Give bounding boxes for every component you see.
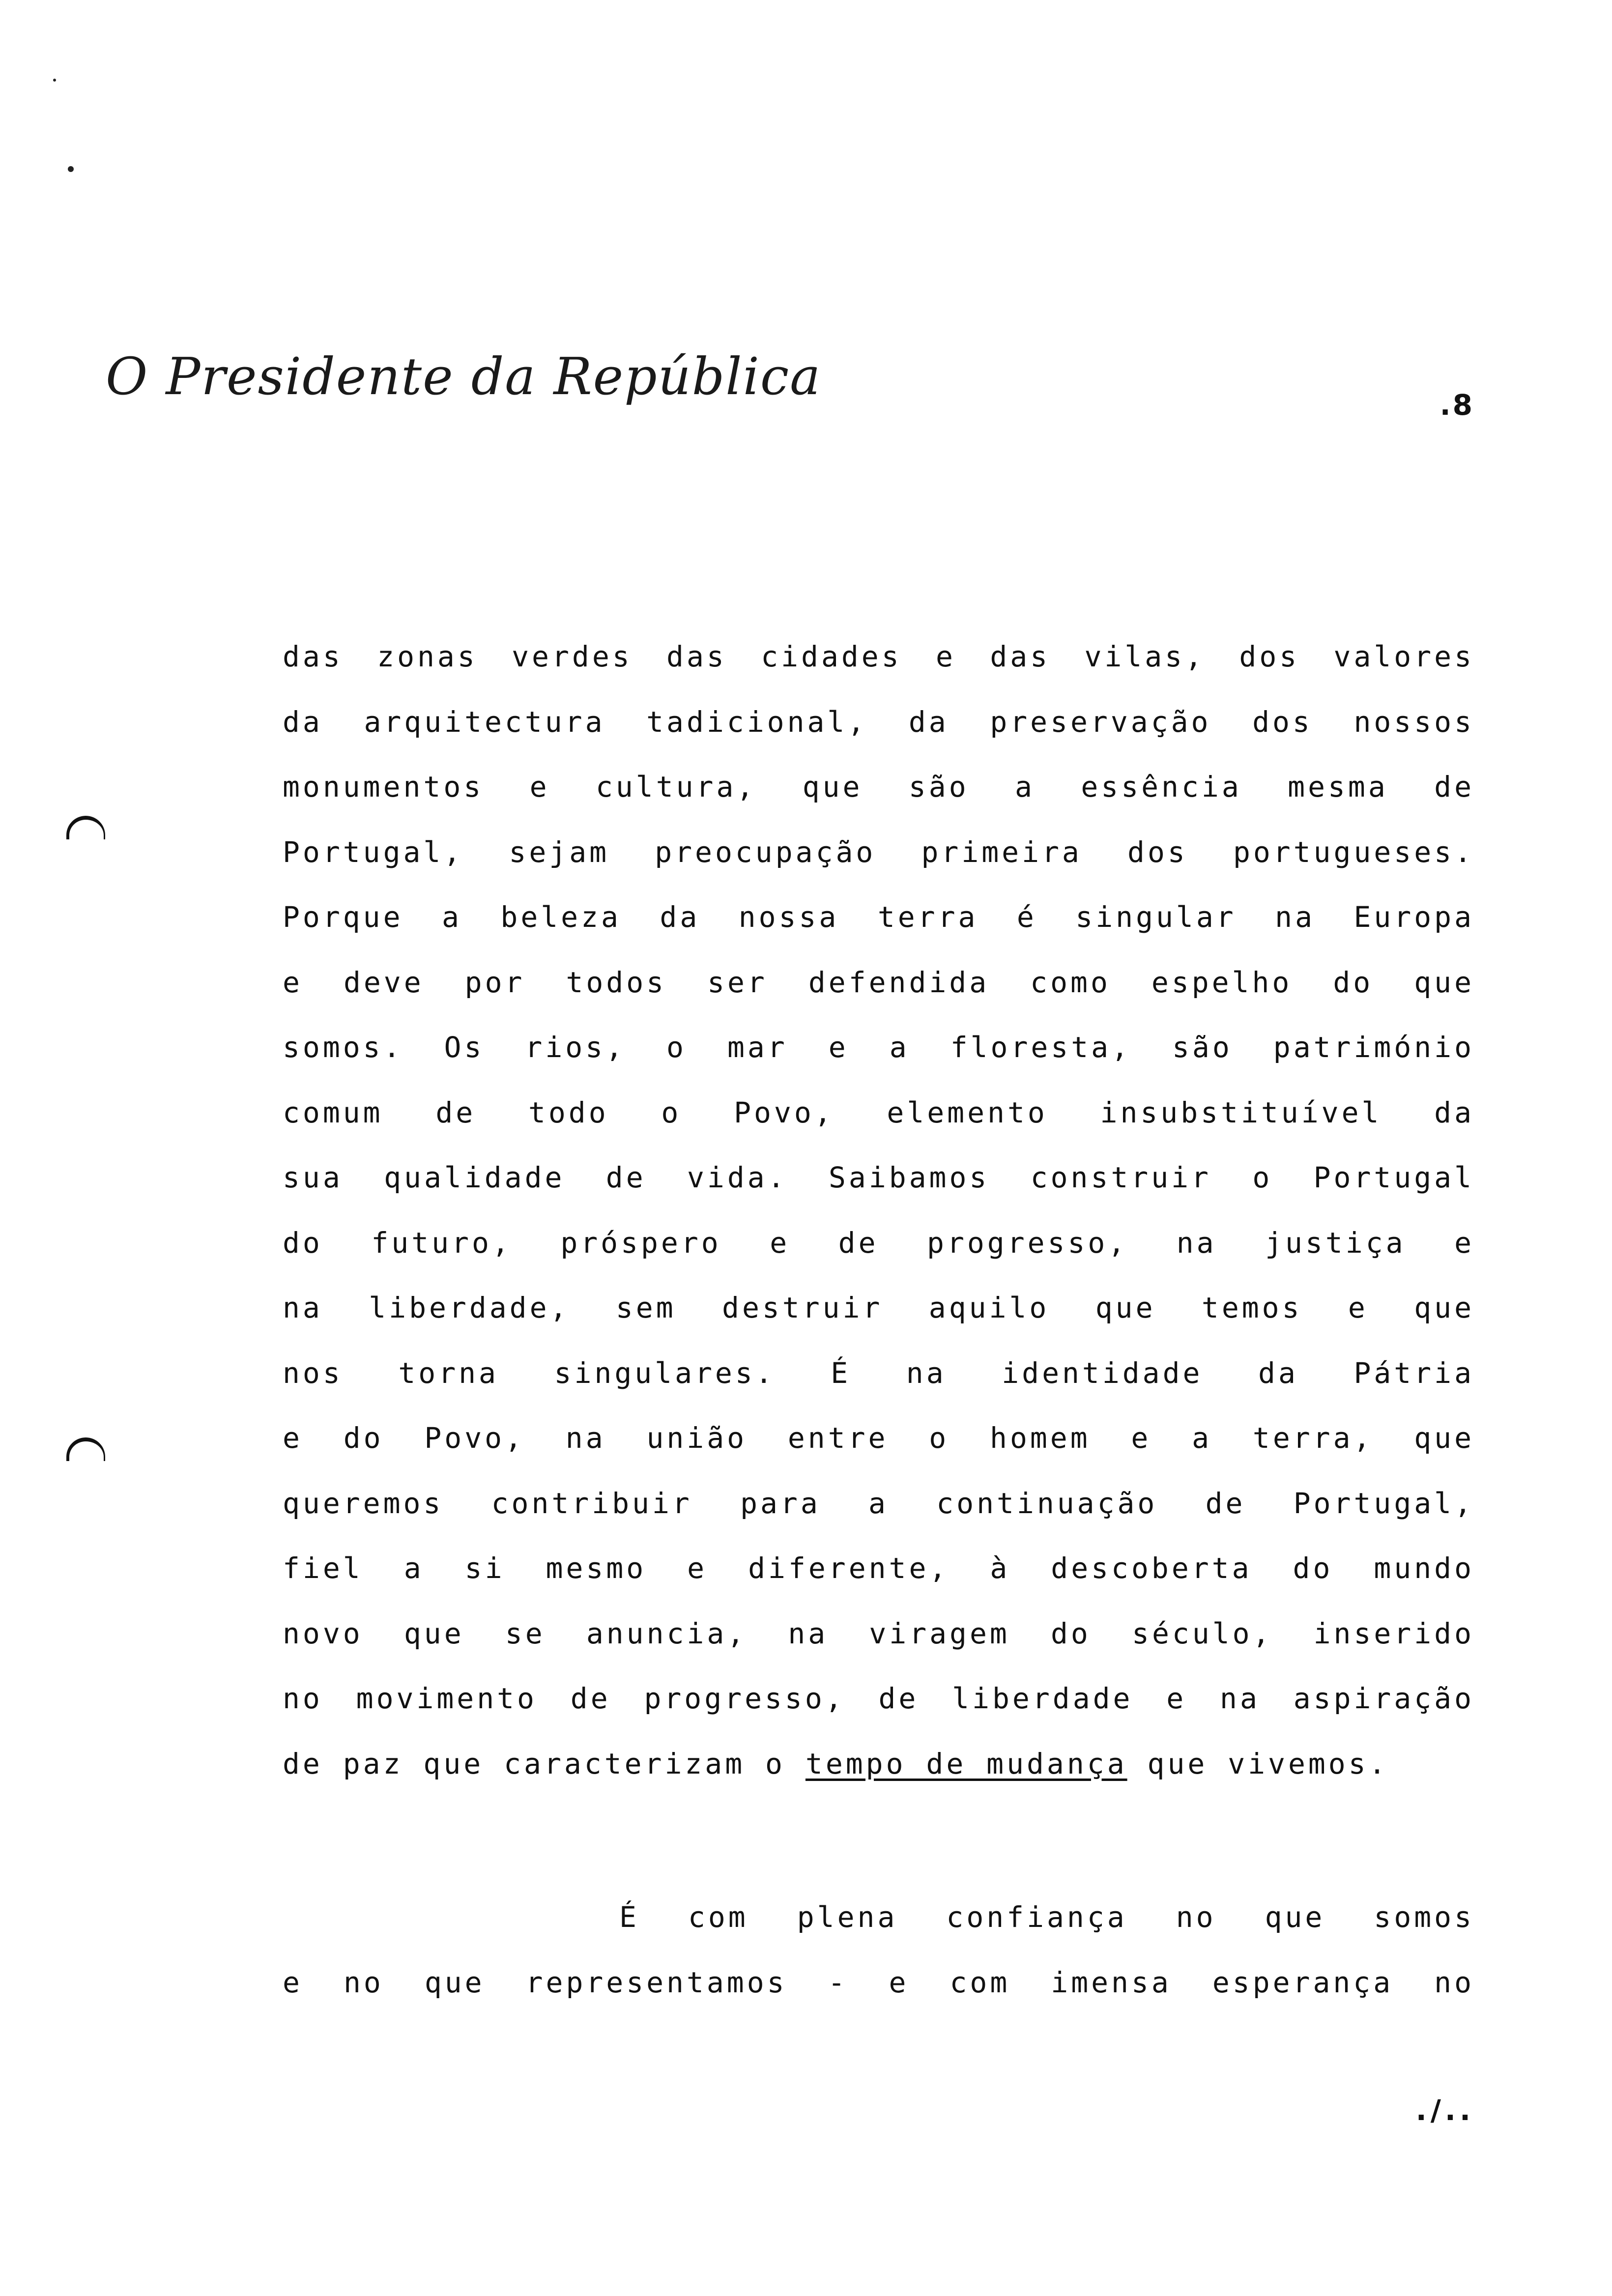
- page-number: .8: [1439, 388, 1474, 422]
- text-line: e deve por todos ser defendida como espelho do que: [283, 965, 1474, 999]
- text-line: fiel a si mesmo e diferente, à descoberta do mundo: [283, 1551, 1474, 1585]
- text-line: novo que se anuncia, na viragem do século, inserido: [283, 1616, 1474, 1650]
- text-line: da arquitectura tadicional, da preservação dos nossos: [283, 705, 1474, 739]
- text-line: e no que representamos - e com imensa esperança no: [283, 1965, 1474, 1999]
- letterhead: O Presidente da República: [106, 346, 822, 406]
- text-line: Portugal, sejam preocupação primeira dos portugueses.: [283, 835, 1474, 869]
- punch-hole-mark: [66, 816, 105, 839]
- text-line: nos torna singulares. É na identidade da Pátria: [283, 1356, 1474, 1390]
- text-line: monumentos e cultura, que são a essência mesma de: [283, 770, 1474, 804]
- text-line: e do Povo, na união entre o homem e a terra, que: [283, 1421, 1474, 1455]
- scan-speck: [53, 79, 56, 82]
- continuation-mark: ./..: [1415, 2094, 1474, 2127]
- paragraph-2: [283, 1885, 1474, 2015]
- text-line: no movimento de progresso, de liberdade e na aspiração: [283, 1682, 1474, 1715]
- underlined-phrase: tempo de mudança: [805, 1747, 1127, 1780]
- paragraph-1: [283, 624, 1474, 1796]
- text-line: Porque a beleza da nossa terra é singular na Europa: [283, 900, 1474, 934]
- text-line: comum de todo o Povo, elemento insubstituível da: [283, 1095, 1474, 1129]
- text-line: das zonas verdes das cidades e das vilas, dos valores: [283, 640, 1474, 673]
- text-line-indented: É com plena confiança no que somos: [619, 1900, 1474, 1934]
- text-line: na liberdade, sem destruir aquilo que temos e que: [283, 1291, 1474, 1324]
- text-line: somos. Os rios, o mar e a floresta, são património: [283, 1031, 1474, 1064]
- punch-hole-mark: [66, 1437, 105, 1461]
- text-line: queremos contribuir para a continuação de Portugal,: [283, 1486, 1474, 1520]
- text-line-last: [283, 1731, 1474, 1797]
- text-segment: de paz que caracterizam o: [283, 1747, 806, 1780]
- scan-speck: [68, 166, 74, 172]
- text-segment: que vivemos.: [1127, 1747, 1389, 1780]
- text-line: sua qualidade de vida. Saibamos construir o Portugal: [283, 1161, 1474, 1194]
- text-line: do futuro, próspero e de progresso, na justiça e: [283, 1226, 1474, 1260]
